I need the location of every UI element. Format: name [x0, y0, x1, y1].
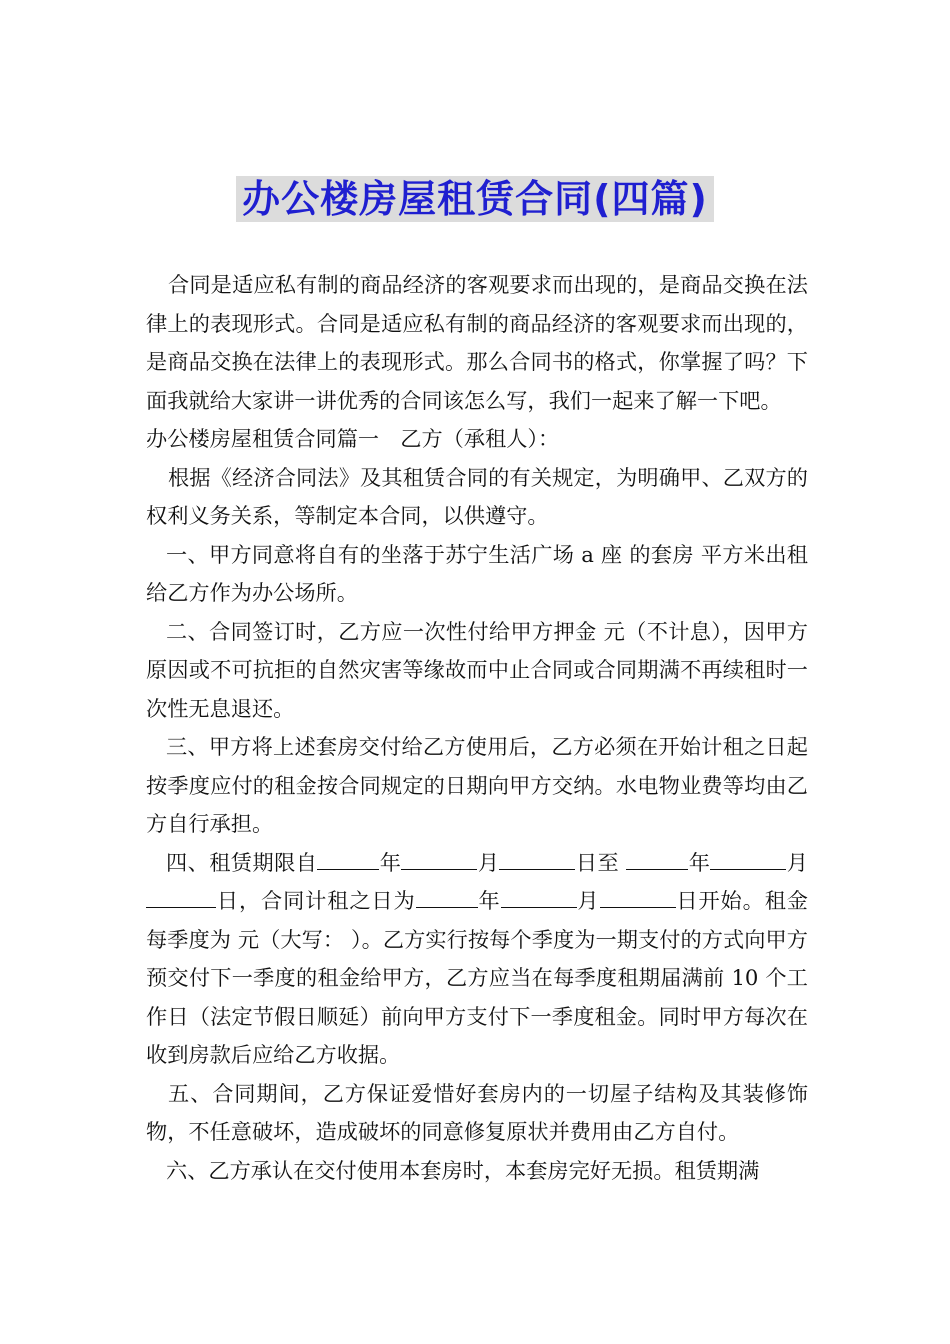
- clause-4: [146, 844, 808, 1075]
- clause-5: 五、合同期间，乙方保证爱惜好套房内的一切屋子结构及其装修饰物，不任意破坏，造成破坏的同意修复原状并费用由乙方自付。: [146, 1080, 808, 1144]
- clause-6: 六、乙方承认在交付使用本套房时，本套房完好无损。租赁期满: [166, 1157, 760, 1183]
- intro-paragraph: 合同是适应私有制的商品经济的客观要求而出现的，是商品交换在法律上的表现形式。合同是适应私有制的商品经济的客观要求而出现的，是商品交换在法律上的表现形式。那么合同书的格式，你掌握了吗？下面我就给大家讲一讲优秀的合同该怎么写，我们一起来了解一下吧。: [146, 272, 808, 413]
- clause-4-rest: 租金每季度为 元（大写： ）。乙方实行按每个季度为一期支付的方式向甲方预交付下一季度的租金给甲方，乙方应当在每季度租期届满前 10 个工作日（法定节假日顺延）前向甲方支付下一季度租金。同时甲方每次在收到房款后应给乙方收据。: [146, 888, 808, 1067]
- document-body: [146, 266, 808, 1190]
- clause-4-lead: 四、租赁期限自: [166, 849, 318, 875]
- blank-month-2: [710, 845, 786, 870]
- blank-year-2: [626, 845, 688, 870]
- blank-day-2: [146, 883, 216, 908]
- clause-4-day-comma: 日，合同计租之日为: [216, 888, 416, 913]
- blank-month-1: [401, 845, 477, 870]
- clause-4-year-3: 年: [477, 888, 501, 913]
- clause-4-month-2: 月: [786, 849, 808, 875]
- blank-year-3: [416, 883, 478, 908]
- clause-4-start: 日开始。: [675, 888, 765, 913]
- clause-4-month-1: 月: [477, 849, 500, 875]
- clause-1: 一、甲方同意将自有的坐落于苏宁生活广场 a 座 的套房 平方米出租给乙方作为办公场所。: [146, 541, 808, 605]
- blank-year-1: [317, 845, 379, 870]
- clause-4-year-2: 年: [688, 849, 711, 875]
- clause-4-month-3: 月: [576, 888, 600, 913]
- clause-4-day-to: 日至: [575, 849, 627, 875]
- title-container: [0, 176, 950, 222]
- preamble-paragraph: 根据《经济合同法》及其租赁合同的有关规定，为明确甲、乙双方的权利义务关系，等制定本合同，以供遵守。: [146, 464, 808, 528]
- clause-4-year-1: 年: [379, 849, 402, 875]
- blank-day-3: [600, 883, 676, 908]
- section-heading: 办公楼房屋租赁合同篇一 乙方（承租人）：: [146, 426, 560, 451]
- clause-2: 二、合同签订时，乙方应一次性付给甲方押金 元（不计息），因甲方原因或不可抗拒的自然灾害等缘故而中止合同或合同期满不再续租时一次性无息退还。: [146, 618, 808, 721]
- document-title: 办公楼房屋租赁合同(四篇): [236, 176, 714, 222]
- clause-3: 三、甲方将上述套房交付给乙方使用后，乙方必须在开始计租之日起按季度应付的租金按合同规定的日期向甲方交纳。水电物业费等均由乙方自行承担。: [146, 734, 808, 836]
- blank-day-1: [499, 845, 575, 870]
- blank-month-3: [501, 883, 577, 908]
